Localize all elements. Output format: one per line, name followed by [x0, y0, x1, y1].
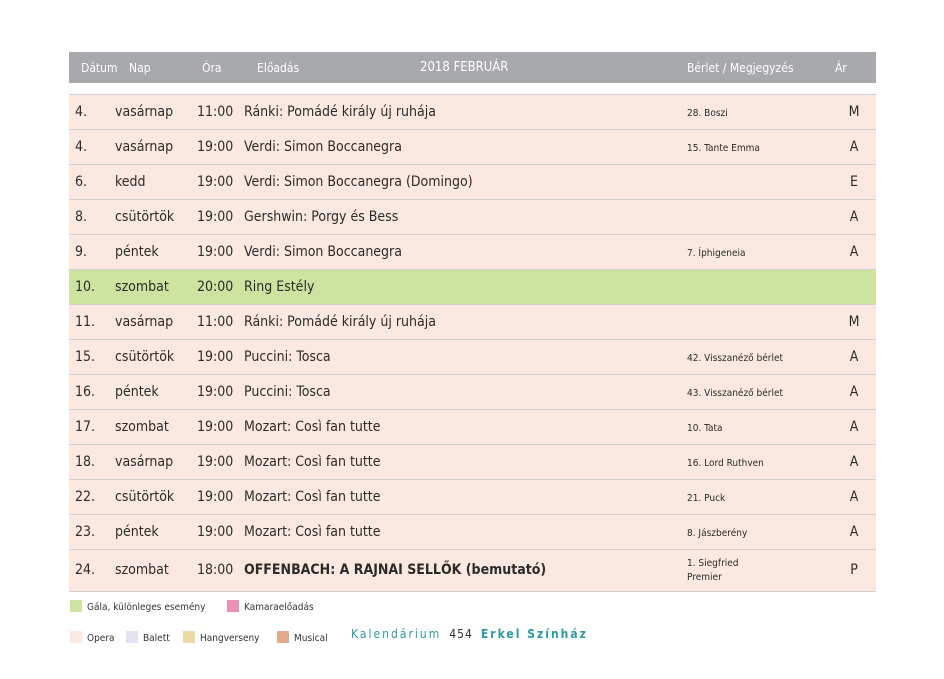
table-row	[69, 235, 876, 270]
row-title: Verdi: Simon Boccanegra	[244, 139, 402, 155]
row-title: Mozart: Così fan tutte	[244, 524, 381, 540]
row-price: P	[850, 562, 858, 578]
concert-swatch	[183, 631, 195, 643]
row-price: A	[849, 244, 859, 260]
legend-concert	[183, 631, 260, 644]
row-day: szombat	[115, 279, 169, 295]
row-price: M	[848, 104, 860, 120]
header-gap	[69, 83, 876, 95]
row-date: 17.	[75, 419, 96, 435]
row-date: 11.	[75, 314, 96, 330]
header-price: Ár	[835, 61, 847, 75]
row-note	[687, 457, 764, 471]
row-date: 16.	[75, 384, 96, 400]
table-row	[69, 445, 876, 480]
legend-ballet	[126, 631, 170, 644]
row-note-line: 21. Puck	[687, 493, 726, 504]
legend-concert-label: Hangverseny	[200, 633, 260, 644]
table-body	[69, 95, 876, 592]
row-day: péntek	[115, 384, 159, 400]
row-time: 19:00	[197, 209, 234, 225]
row-title: Puccini: Tosca	[244, 384, 331, 400]
row-title: Mozart: Così fan tutte	[244, 419, 381, 435]
row-date: 9.	[75, 244, 88, 260]
table-row	[69, 340, 876, 375]
row-price: A	[849, 384, 859, 400]
row-time: 19:00	[197, 524, 234, 540]
row-price: A	[849, 349, 859, 365]
table-row	[69, 200, 876, 235]
row-note	[687, 422, 723, 436]
row-title: Mozart: Così fan tutte	[244, 489, 381, 505]
row-title: OFFENBACH: A RAJNAI SELLŐK (bemutató)	[244, 562, 547, 578]
legend-musical	[277, 631, 328, 644]
row-day: vasárnap	[115, 314, 174, 330]
row-time: 19:00	[197, 419, 234, 435]
legend-opera-label: Opera	[87, 633, 115, 644]
header-time: Óra	[202, 61, 222, 75]
gala-swatch	[70, 600, 82, 612]
row-time: 19:00	[197, 384, 234, 400]
row-note	[687, 142, 760, 156]
musical-swatch	[277, 631, 289, 643]
legend-gala-label: Gála, különleges esemény	[87, 602, 206, 613]
table-row	[69, 165, 876, 200]
row-time: 19:00	[197, 244, 234, 260]
legend-gala	[70, 600, 205, 613]
row-price: A	[849, 524, 859, 540]
row-price: E	[850, 174, 858, 190]
row-title: Ring Estély	[244, 279, 315, 295]
row-day: vasárnap	[115, 139, 174, 155]
row-price: A	[849, 454, 859, 470]
legend-chamber-label: Kamaraelőadás	[244, 602, 314, 613]
row-title: Mozart: Così fan tutte	[244, 454, 381, 470]
ballet-swatch	[126, 631, 138, 643]
row-note	[687, 387, 783, 401]
row-day: szombat	[115, 562, 169, 578]
row-date: 24.	[75, 562, 96, 578]
row-title: Ránki: Pomádé király új ruhája	[244, 314, 436, 330]
row-note	[687, 247, 746, 261]
row-title: Verdi: Simon Boccanegra	[244, 244, 402, 260]
legend-musical-label: Musical	[294, 633, 328, 644]
table-row	[69, 375, 876, 410]
row-note-line: 28. Boszi	[687, 108, 728, 119]
row-day: vasárnap	[115, 454, 174, 470]
row-note	[687, 492, 725, 506]
row-day: kedd	[115, 174, 146, 190]
row-title: Gershwin: Porgy és Bess	[244, 209, 399, 225]
row-time: 19:00	[197, 139, 234, 155]
row-time: 19:00	[197, 454, 234, 470]
row-note	[687, 557, 739, 585]
row-day: csütörtök	[115, 349, 175, 365]
footer-theatre: Erkel Színház	[480, 627, 588, 641]
row-price: A	[849, 489, 859, 505]
page-footer	[351, 627, 588, 641]
row-note-line: 7. Íphigeneia	[687, 248, 746, 259]
row-day: csütörtök	[115, 209, 175, 225]
row-price: M	[848, 314, 860, 330]
row-date: 4.	[75, 139, 88, 155]
row-time: 11:00	[197, 314, 234, 330]
row-date: 10.	[75, 279, 96, 295]
row-time: 20:00	[197, 279, 234, 295]
row-note-line: 15. Tante Emma	[687, 143, 760, 154]
row-note-line: 42. Visszanéző bérlet	[687, 353, 784, 364]
row-note-line: 43. Visszanéző bérlet	[687, 388, 784, 399]
row-note-line: 16. Lord Ruthven	[687, 458, 764, 469]
row-day: péntek	[115, 244, 159, 260]
footer-kalendarium: Kalendárium	[351, 627, 442, 641]
row-time: 19:00	[197, 174, 234, 190]
row-title: Puccini: Tosca	[244, 349, 331, 365]
row-day: szombat	[115, 419, 169, 435]
row-date: 4.	[75, 104, 88, 120]
header-season: Bérlet / Megjegyzés	[687, 61, 794, 75]
table-row	[69, 515, 876, 550]
table-row	[69, 130, 876, 165]
row-date: 23.	[75, 524, 96, 540]
legend-ballet-label: Balett	[143, 633, 170, 644]
row-note-line-2: Premier	[687, 572, 722, 583]
row-title: Ránki: Pomádé király új ruhája	[244, 104, 436, 120]
row-day: vasárnap	[115, 104, 174, 120]
header-performance: Előadás	[257, 61, 300, 75]
table-row	[69, 270, 876, 305]
row-time: 18:00	[197, 562, 234, 578]
table-row	[69, 410, 876, 445]
row-date: 15.	[75, 349, 96, 365]
row-date: 8.	[75, 209, 88, 225]
header-date: Dátum	[81, 61, 118, 75]
row-note	[687, 107, 728, 121]
row-date: 18.	[75, 454, 96, 470]
page-number: 454	[449, 627, 473, 641]
table-row	[69, 305, 876, 340]
chamber-swatch	[227, 600, 239, 612]
table-row	[69, 95, 876, 130]
row-price: A	[849, 209, 859, 225]
row-date: 6.	[75, 174, 88, 190]
opera-swatch	[70, 631, 82, 643]
row-day: péntek	[115, 524, 159, 540]
row-note	[687, 352, 783, 366]
program-table	[69, 52, 876, 592]
header-day: Nap	[129, 61, 151, 75]
row-title: Verdi: Simon Boccanegra (Domingo)	[244, 174, 473, 190]
row-note-line: 10. Tata	[687, 423, 723, 434]
row-note	[687, 527, 747, 541]
header-month: 2018 FEBRUÁR	[420, 60, 509, 75]
row-day: csütörtök	[115, 489, 175, 505]
table-header	[69, 52, 876, 83]
table-row	[69, 550, 876, 592]
row-time: 19:00	[197, 489, 234, 505]
row-date: 22.	[75, 489, 96, 505]
row-time: 11:00	[197, 104, 234, 120]
row-note-line: 1. Siegfried	[687, 558, 739, 569]
row-price: A	[849, 419, 859, 435]
row-note-line: 8. Jászberény	[687, 528, 748, 539]
legend-chamber	[227, 600, 314, 613]
legend-opera	[70, 631, 115, 644]
row-price: A	[849, 139, 859, 155]
row-time: 19:00	[197, 349, 234, 365]
table-row	[69, 480, 876, 515]
